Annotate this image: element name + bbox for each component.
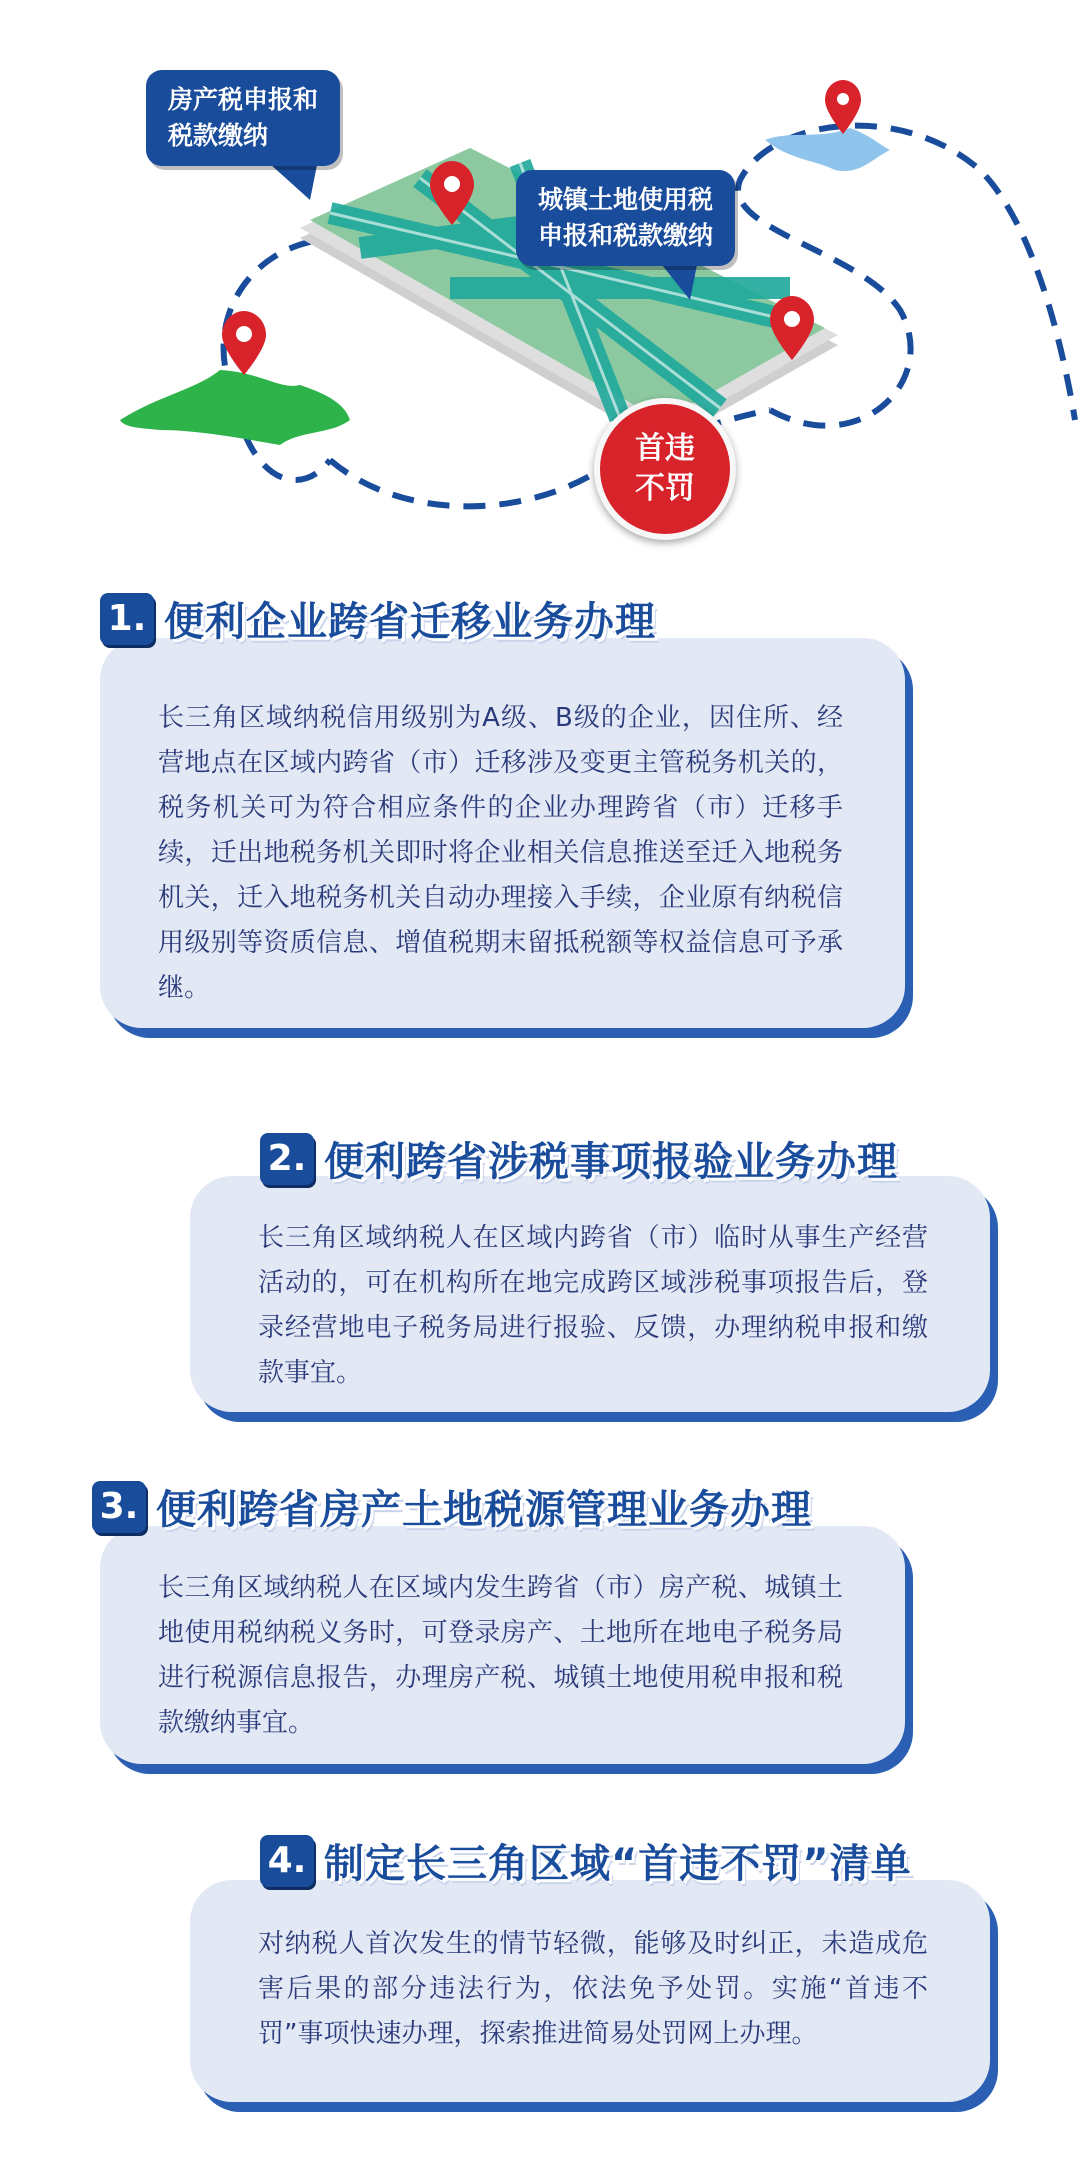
section-1-title bbox=[100, 590, 656, 647]
section-body: 对纳税人首次发生的情节轻微，能够及时纠正，未造成危害后果的部分违法行为，依法免予处罚。实施“首违不罚”事项快速办理，探索推进简易处罚网上办理。 bbox=[258, 1929, 928, 2049]
blue-island bbox=[765, 128, 890, 171]
section-heading: 制定长三角区域“首违不罚”清单 bbox=[324, 1841, 912, 1887]
bubble-land-use-tax: 城镇土地使用税 申报和税款缴纳 bbox=[516, 170, 735, 266]
section-heading: 便利跨省房产土地税源管理业务办理 bbox=[156, 1487, 812, 1533]
section-4-card bbox=[190, 1880, 990, 2102]
section-4-title bbox=[260, 1832, 912, 1889]
section-number: 2. bbox=[260, 1133, 314, 1185]
section-number: 1. bbox=[100, 593, 154, 645]
green-island bbox=[120, 370, 350, 445]
section-3-card bbox=[100, 1526, 905, 1764]
location-pin-icon bbox=[222, 311, 266, 375]
section-number: 4. bbox=[260, 1835, 314, 1887]
bubble-property-tax: 房产税申报和 税款缴纳 bbox=[146, 70, 340, 166]
section-body: 长三角区域纳税人在区域内发生跨省（市）房产税、城镇土地使用税纳税义务时，可登录房产、土地所在地电子税务局进行税源信息报告，办理房产税、城镇土地使用税申报和税款缴纳事宜。 bbox=[158, 1573, 843, 1738]
section-3-title bbox=[92, 1478, 812, 1535]
section-2-card bbox=[190, 1176, 990, 1412]
section-heading: 便利企业跨省迁移业务办理 bbox=[164, 599, 656, 645]
first-offense-badge: 首违 不罚 bbox=[594, 398, 736, 540]
section-2-title bbox=[260, 1130, 898, 1187]
section-heading: 便利跨省涉税事项报验业务办理 bbox=[324, 1139, 898, 1185]
hero-illustration bbox=[0, 0, 1080, 540]
section-body: 长三角区域纳税人在区域内跨省（市）临时从事生产经营活动的，可在机构所在地完成跨区域涉税事项报告后，登录经营地电子税务局进行报验、反馈，办理纳税申报和缴款事宜。 bbox=[258, 1223, 928, 1388]
section-1-card bbox=[100, 638, 905, 1028]
section-number: 3. bbox=[92, 1481, 146, 1533]
section-body: 长三角区域纳税信用级别为A级、B级的企业，因住所、经营地点在区域内跨省（市）迁移涉及变更主管税务机关的，税务机关可为符合相应条件的企业办理跨省（市）迁移手续，迁出地税务机关即时将企业相关信息推送至迁入地税务机关，迁入地税务机关自动办理接入手续，企业原有纳税信用级别等资质信息、增值税期末留抵税额等权益信息可予承继。 bbox=[158, 703, 843, 1003]
